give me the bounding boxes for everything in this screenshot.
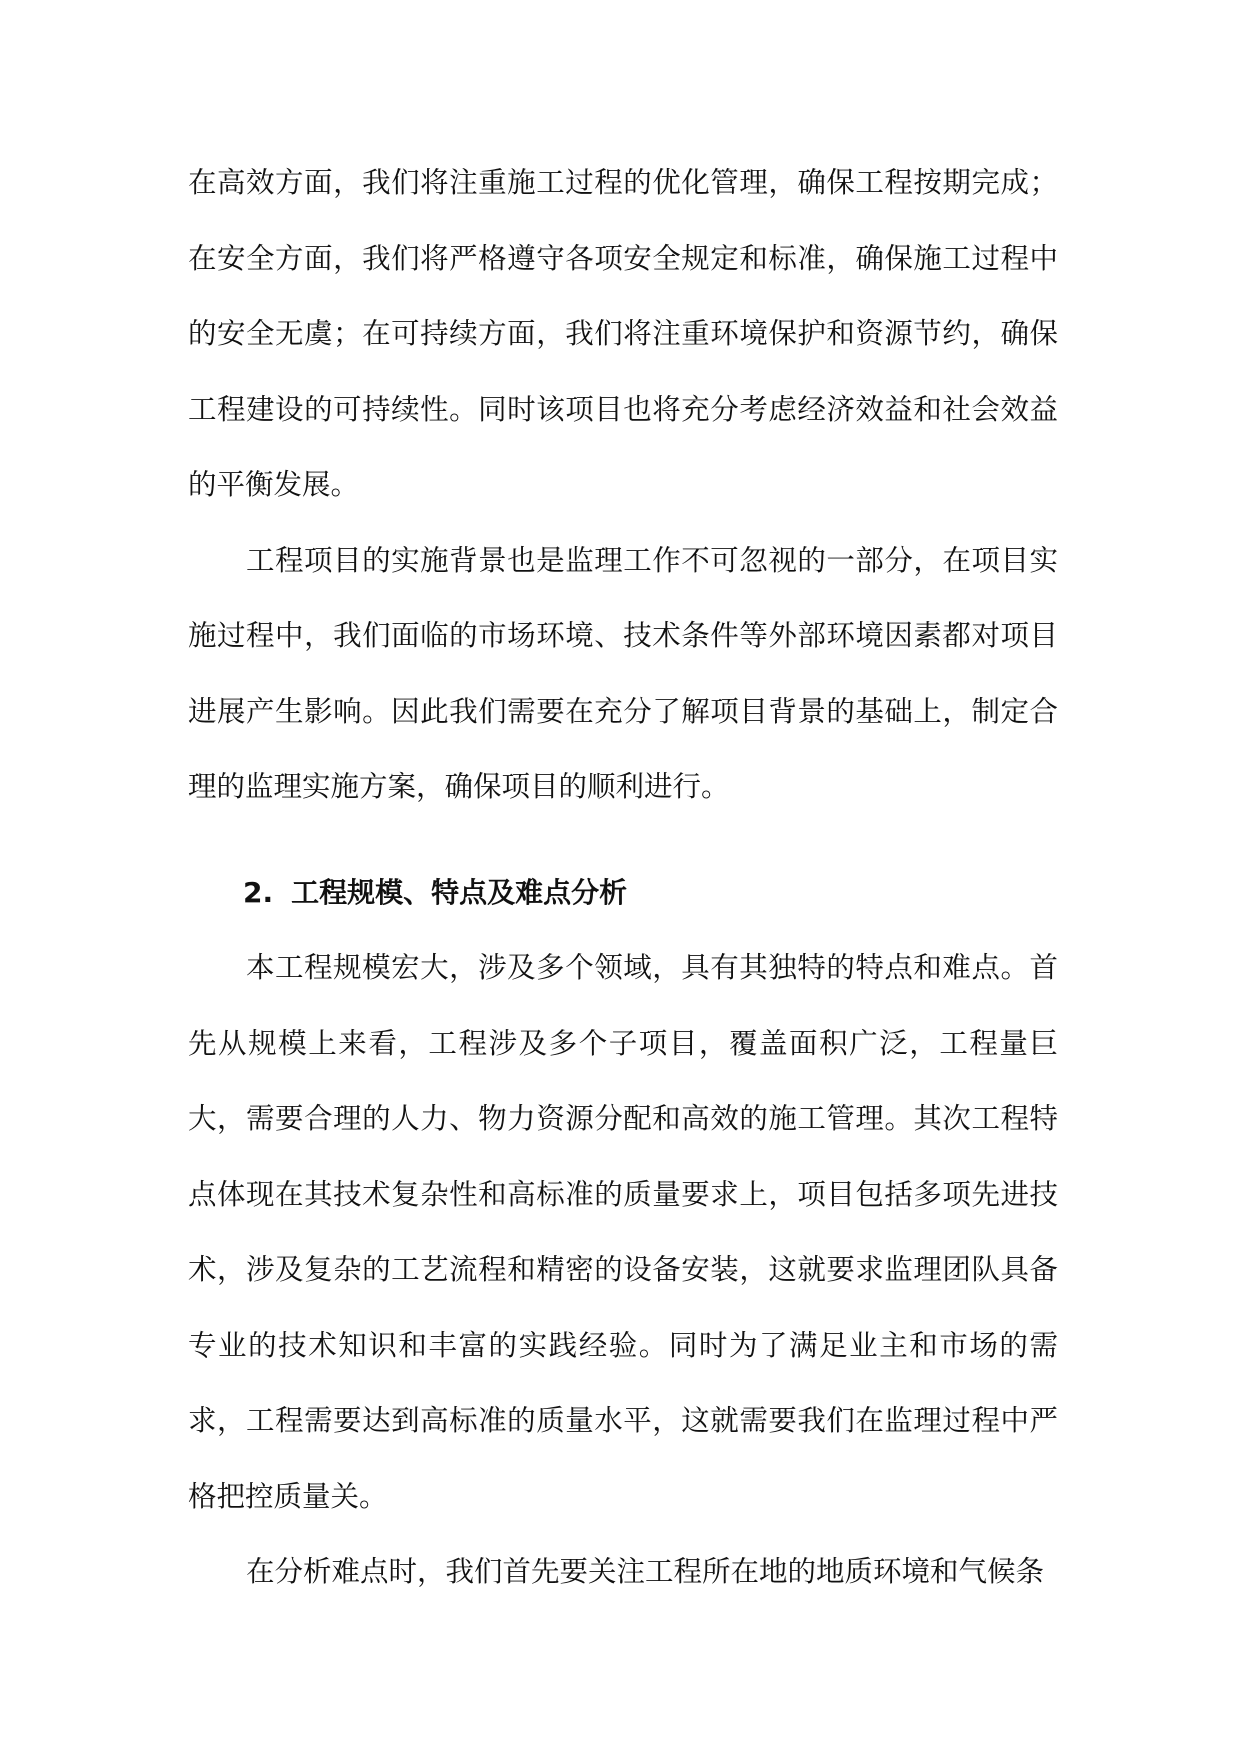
paragraph-implementation-background: 工程项目的实施背景也是监理工作不可忽视的一部分，在项目实施过程中，我们面临的市场环境、技术条件等外部环境因素都对项目进展产生影响。因此我们需要在充分了解项目背景的基础上，制定合理的监理实施方案，确保项目的顺利进行。 — [188, 543, 1058, 803]
document-body — [188, 145, 1058, 1610]
section-number: 2. — [243, 875, 274, 909]
section-title: 工程规模、特点及难点分析 — [291, 875, 628, 909]
paragraph-efficiency-safety: 在高效方面，我们将注重施工过程的优化管理，确保工程按期完成；在安全方面，我们将严格遵守各项安全规定和标准，确保施工过程中的安全无虞；在可持续方面，我们将注重环境保护和资源节约，确保工程建设的可持续性。同时该项目也将充分考虑经济效益和社会效益的平衡发展。 — [188, 166, 1058, 501]
paragraph-difficulty-analysis: 在分析难点时，我们首先要关注工程所在地的地质环境和气候条 — [246, 1555, 1045, 1588]
section-heading — [188, 855, 1058, 931]
paragraph-scale-features: 本工程规模宏大，涉及多个领域，具有其独特的特点和难点。首先从规模上来看，工程涉及多个子项目，覆盖面积广泛，工程量巨大，需要合理的人力、物力资源分配和高效的施工管理。其次工程特点体现在其技术复杂性和高标准的质量要求上，项目包括多项先进技术，涉及复杂的工艺流程和精密的设备安装，这就要求监理团队具备专业的技术知识和丰富的实践经验。同时为了满足业主和市场的需求，工程需要达到高标准的质量水平，这就需要我们在监理过程中严格把控质量关。 — [188, 951, 1058, 1513]
